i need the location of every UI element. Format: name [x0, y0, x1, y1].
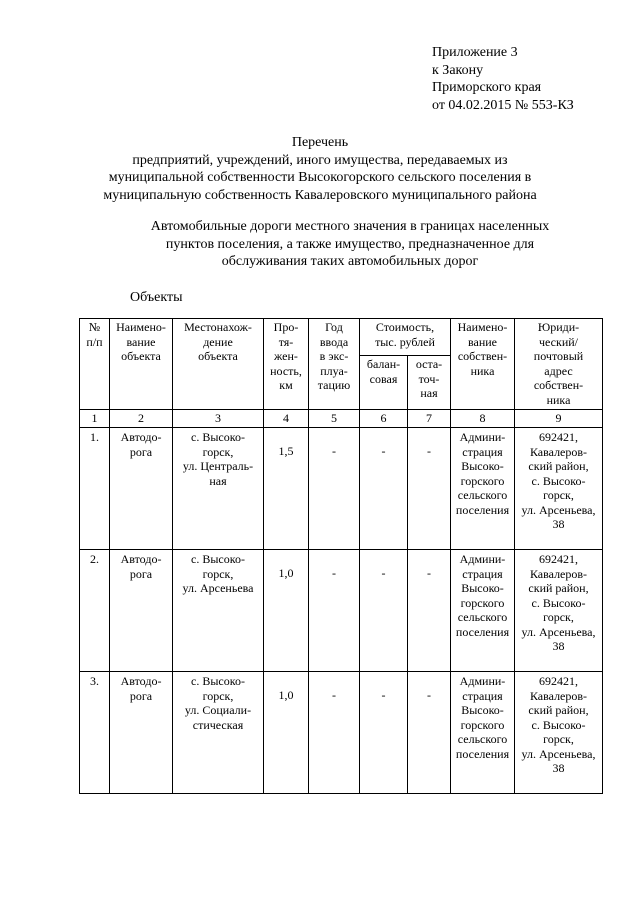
cell-line: дение	[203, 334, 233, 349]
cell-line: Высоко-	[461, 703, 504, 717]
cell-line: объекта	[198, 349, 238, 363]
cell-line: горск,	[543, 488, 574, 502]
cell-line: ность,	[270, 363, 302, 378]
cell-line: горского	[460, 595, 505, 610]
cell-line: горск,	[543, 732, 574, 746]
row-balance-cost: -	[360, 672, 408, 794]
row-location	[173, 550, 264, 672]
row-name	[110, 550, 173, 672]
table-row	[80, 672, 603, 794]
column-number: 2	[110, 410, 173, 428]
cell-line: балан-	[366, 357, 401, 372]
header-owner	[451, 319, 515, 410]
cell-line: с. Высоко-	[531, 595, 586, 610]
cell-line: горского	[460, 717, 505, 732]
row-num: 1.	[80, 428, 110, 550]
row-residual-cost: -	[408, 428, 451, 550]
row-num: 3.	[80, 672, 110, 794]
cell-line: ная	[209, 473, 227, 488]
cell-line: рога	[129, 444, 153, 459]
cell-line: с. Высоко-	[191, 674, 245, 688]
cell-line: сельского	[457, 732, 508, 746]
appendix-line: Приморского края	[432, 80, 542, 95]
table-row	[80, 550, 603, 672]
column-numbers-row	[80, 410, 603, 428]
cell-line: 692421,	[539, 552, 578, 566]
cell-line: Про-	[273, 320, 299, 334]
document-heading	[90, 134, 550, 204]
cell-line: плуа-	[320, 363, 348, 378]
heading-line: муниципальную собственность Кавалеровского муниципального района	[103, 187, 537, 203]
document-subheading	[130, 218, 570, 271]
cell-line: вание	[126, 334, 156, 349]
column-number: 1	[80, 410, 110, 428]
row-owner	[451, 672, 515, 794]
cell-line: стическая	[192, 717, 244, 732]
row-length: 1,5	[264, 428, 309, 550]
cell-line: Админи-	[459, 674, 506, 688]
subheading-line: обслуживания таких автомобильных дорог	[221, 254, 479, 269]
row-balance-cost: -	[360, 550, 408, 672]
cell-line: №	[88, 320, 101, 334]
cell-line: ул. Арсеньева	[182, 581, 254, 595]
cell-line: с. Высоко-	[191, 552, 245, 566]
heading-line: Перечень	[291, 135, 349, 150]
header-cost	[360, 319, 451, 356]
cell-line: Кавалеров-	[529, 566, 588, 581]
cell-line: почтовый	[533, 349, 584, 363]
cell-line: Админи-	[459, 552, 506, 566]
cell-line: 38	[552, 761, 565, 775]
cell-line: страция	[462, 444, 503, 459]
row-balance-cost: -	[360, 428, 408, 550]
column-number: 6	[360, 410, 408, 428]
cell-line: тыс. рублей	[375, 334, 435, 349]
heading-line: предприятий, учреждений, иного имущества, передаваемых из	[132, 152, 508, 168]
header-length	[264, 319, 309, 410]
row-name	[110, 672, 173, 794]
cell-line: ул. Арсеньева,	[521, 624, 596, 639]
cell-line: поселения	[455, 624, 510, 639]
cell-line: Кавалеров-	[529, 688, 588, 703]
cell-line: вание	[467, 334, 497, 349]
cell-line: Высоко-	[461, 581, 504, 595]
cell-line: Стоимость,	[375, 320, 435, 334]
cell-line: поселения	[455, 746, 510, 761]
cell-line: поселения	[455, 502, 510, 517]
cell-line: страция	[462, 566, 503, 581]
cell-line: ский район,	[528, 459, 589, 473]
header-year	[309, 319, 360, 410]
cell-line: ная	[420, 386, 438, 401]
table-row	[80, 428, 603, 550]
cell-line: собствен-	[533, 378, 584, 392]
cell-line: собствен-	[457, 349, 508, 363]
cell-line: Высоко-	[461, 459, 504, 473]
heading-line: муниципальной собственности Высокогорского сельского поселения в	[108, 170, 532, 185]
cell-line: Админи-	[459, 430, 506, 444]
row-year: -	[309, 672, 360, 794]
cell-line: ул. Арсеньева,	[521, 502, 596, 517]
cell-line: горск,	[202, 566, 234, 581]
cell-line: ника	[470, 363, 495, 378]
column-number: 9	[515, 410, 603, 428]
cell-line: Автодо-	[120, 430, 162, 444]
cell-line: сельского	[457, 610, 508, 624]
column-number: 7	[408, 410, 451, 428]
cell-line: Кавалеров-	[529, 444, 588, 459]
column-number: 3	[173, 410, 264, 428]
header-address	[515, 319, 603, 410]
cell-line: ческий/	[539, 334, 578, 349]
cell-line: ул. Централь-	[182, 459, 254, 473]
cell-line: км	[279, 378, 293, 392]
cell-line: страция	[462, 688, 503, 703]
cell-line: горск,	[202, 444, 234, 459]
cell-line: Автодо-	[120, 552, 162, 566]
cell-line: тацию	[317, 378, 351, 392]
cell-line: объекта	[121, 349, 161, 363]
cell-line: ский район,	[528, 703, 589, 717]
cell-line: горск,	[202, 688, 234, 703]
cell-line: Местонахож-	[184, 320, 252, 334]
cell-line: ул. Социали-	[184, 703, 252, 717]
cell-line: оста-	[415, 357, 443, 372]
cell-line: тя-	[278, 334, 294, 349]
cell-line: точ-	[418, 371, 440, 386]
table-header-row	[80, 319, 603, 356]
row-address	[515, 550, 603, 672]
row-address	[515, 428, 603, 550]
cell-line: ника	[546, 392, 571, 407]
cell-line: адрес	[544, 363, 573, 378]
cell-line: 692421,	[539, 430, 578, 444]
column-number: 8	[451, 410, 515, 428]
objects-table	[79, 318, 603, 794]
appendix-line: Приложение 3	[432, 45, 518, 60]
cell-line: с. Высоко-	[531, 717, 586, 732]
cell-line: горск,	[543, 610, 574, 624]
header-num	[80, 319, 110, 410]
cell-line: ул. Арсеньева,	[521, 746, 596, 761]
cell-line: ский район,	[528, 581, 589, 595]
cell-line: совая	[369, 371, 398, 386]
appendix-line: к Закону	[432, 62, 484, 78]
header-location	[173, 319, 264, 410]
header-cost-balance	[360, 356, 408, 410]
header-cost-residual	[408, 356, 451, 410]
objects-label: Объекты	[130, 290, 183, 305]
cell-line: Год	[325, 320, 343, 334]
row-year: -	[309, 428, 360, 550]
cell-line: Юриди-	[537, 320, 580, 334]
row-address	[515, 672, 603, 794]
column-number: 5	[309, 410, 360, 428]
cell-line: в экс-	[319, 349, 349, 363]
row-owner	[451, 428, 515, 550]
cell-line: 38	[552, 639, 565, 653]
row-num: 2.	[80, 550, 110, 672]
row-length: 1,0	[264, 550, 309, 672]
cell-line: п/п	[86, 334, 103, 349]
header-name	[110, 319, 173, 410]
cell-line: жен-	[274, 349, 298, 363]
cell-line: 38	[552, 517, 565, 531]
cell-line: рога	[129, 566, 153, 581]
cell-line: 692421,	[539, 674, 578, 688]
appendix-line: от 04.02.2015 № 553-КЗ	[432, 97, 574, 113]
cell-line: Наимено-	[116, 320, 166, 334]
cell-line: с. Высоко-	[191, 430, 245, 444]
cell-line: Наимено-	[457, 320, 508, 334]
row-residual-cost: -	[408, 672, 451, 794]
cell-line: горского	[460, 473, 505, 488]
cell-line: ввода	[319, 334, 349, 349]
row-length: 1,0	[264, 672, 309, 794]
row-owner	[451, 550, 515, 672]
column-number: 4	[264, 410, 309, 428]
cell-line: сельского	[457, 488, 508, 502]
subheading-line: пунктов поселения, а также имущество, предназначенное для	[165, 236, 535, 252]
row-location	[173, 672, 264, 794]
appendix-block	[432, 44, 574, 114]
cell-line: рога	[129, 688, 153, 703]
row-location	[173, 428, 264, 550]
cell-line: Автодо-	[120, 674, 162, 688]
row-residual-cost: -	[408, 550, 451, 672]
row-name	[110, 428, 173, 550]
subheading-line: Автомобильные дороги местного значения в границах населенных	[150, 219, 550, 234]
row-year: -	[309, 550, 360, 672]
cell-line: с. Высоко-	[531, 473, 586, 488]
